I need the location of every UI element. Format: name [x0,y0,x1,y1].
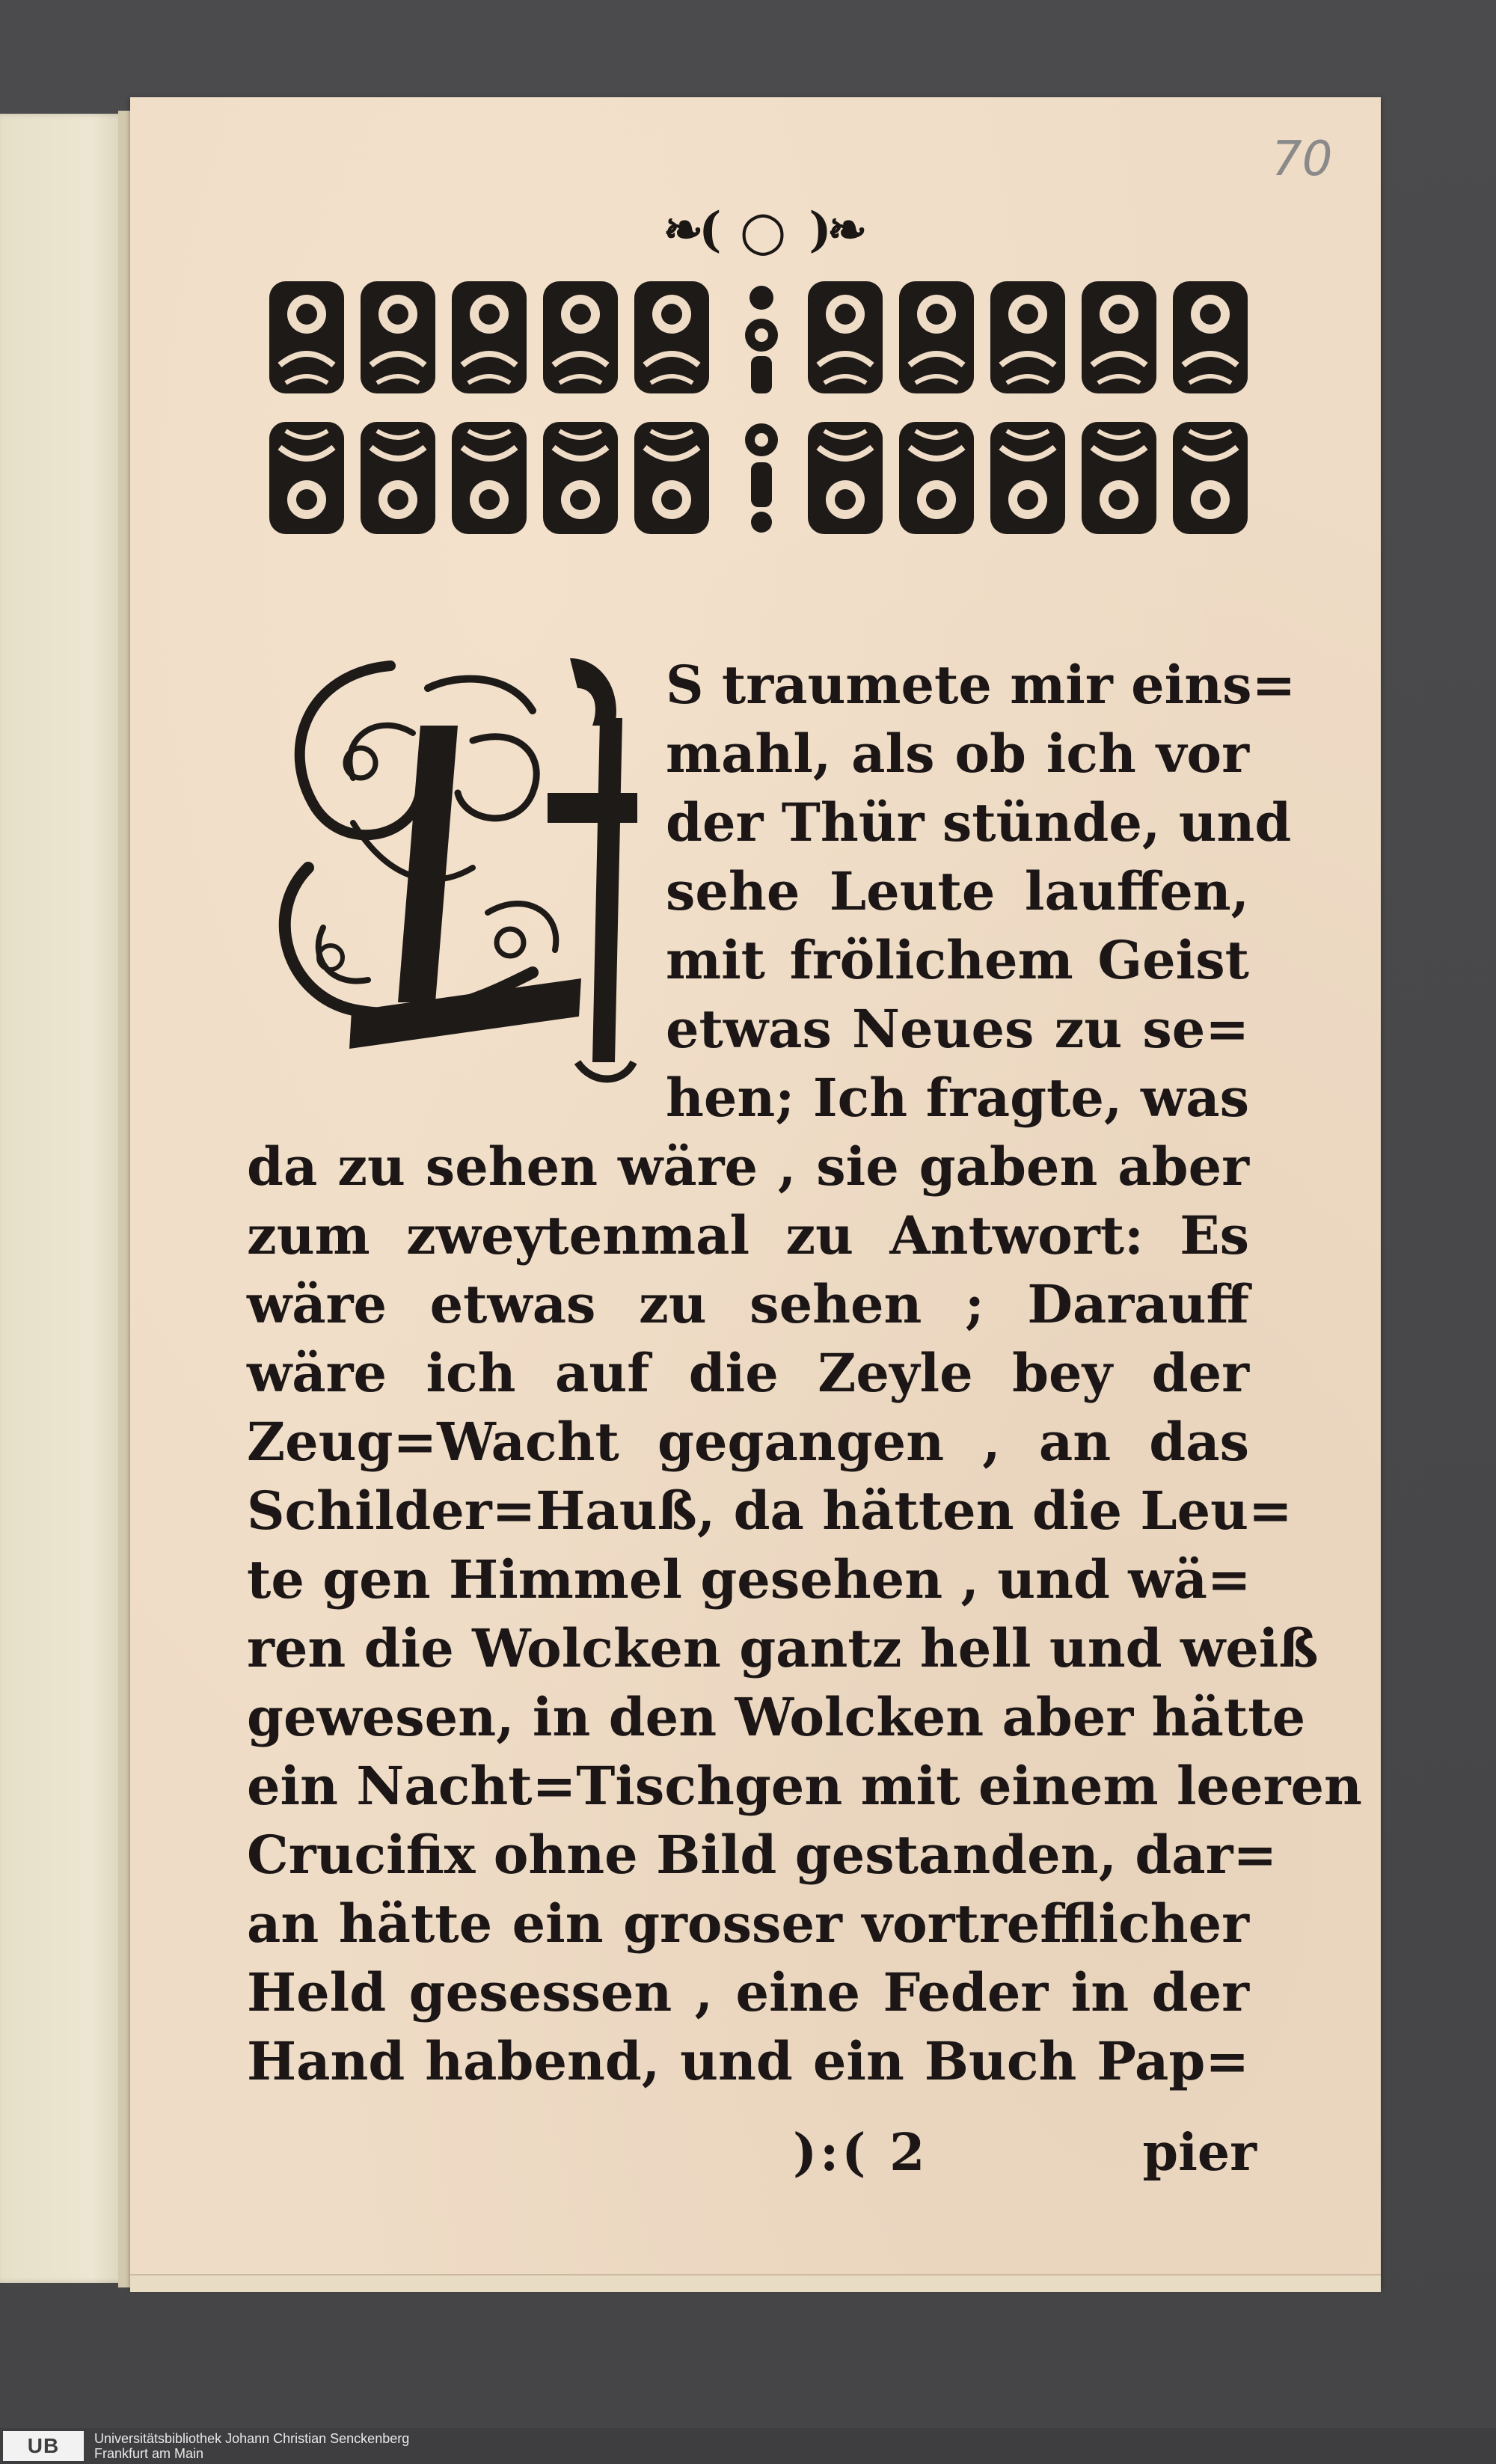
library-logo: UB [3,2431,84,2461]
page-gutter [118,111,130,2287]
text-line: sehe Leute lauffen, [666,860,1249,922]
folio-number: 70 [1272,132,1333,187]
page-bottom-edge [130,2274,1381,2292]
header-left-flourish: ❧( [663,201,717,258]
library-credit-bar [0,2428,1496,2464]
text-line: gewesen, in den Wolcken aber hätte [247,1686,1306,1748]
floral-ornament-band [263,275,1258,545]
floral-ornament-icon [263,275,1258,545]
facing-page-edge [0,114,132,2283]
header-center-symbol: ○ [739,197,787,262]
text-line: an hätte ein grosser vortrefflicher [247,1893,1249,1955]
text-line: etwas Neues zu se= [666,998,1249,1060]
text-line: te gen Himmel gesehen , und wä= [247,1548,1251,1611]
page-header-ornament [568,196,957,263]
library-credit-text [94,2431,409,2461]
text-line: Schilder=Hauß, da hätten die Leu= [247,1480,1293,1542]
header-right-flourish: )❧ [809,201,863,258]
body-text [247,651,1362,2096]
text-line: mahl, als ob ich vor [666,723,1249,785]
credit-line-1: Universitätsbibliothek Johann Christian Senckenberg [94,2431,410,2446]
text-line: der Thür stünde, und [666,791,1292,853]
credit-line-2: Frankfurt am Main [94,2446,204,2461]
text-line: mit frölichem Geist [666,929,1249,991]
text-line: wäre etwas zu sehen ; Darauff [247,1273,1249,1335]
text-line: Crucifix ohne Bild gestanden, dar= [247,1824,1278,1886]
text-line: ren die Wolcken gantz hell und weiß [247,1617,1319,1679]
text-line: ein Nacht=Tischgen mit einem leeren [247,1755,1362,1817]
catchword: pier [1142,2123,1257,2183]
text-line: Hand habend, und ein Buch Pap= [247,2030,1249,2092]
signature-mark: ):( 2 [793,2123,928,2183]
text-line: wäre ich auf die Zeyle bey der [247,1342,1249,1404]
text-line: Zeug=Wacht gegangen , an das [247,1411,1249,1473]
text-line: S traumete mir eins= [666,654,1296,716]
text-line: hen; Ich fragte, was [666,1067,1249,1129]
text-line: da zu sehen wäre , sie gaben aber [247,1136,1249,1198]
page-footer [793,2117,1257,2189]
text-line: zum zweytenmal zu Antwort: Es [247,1204,1249,1266]
text-line: Held gesessen , eine Feder in der [247,1961,1249,2023]
